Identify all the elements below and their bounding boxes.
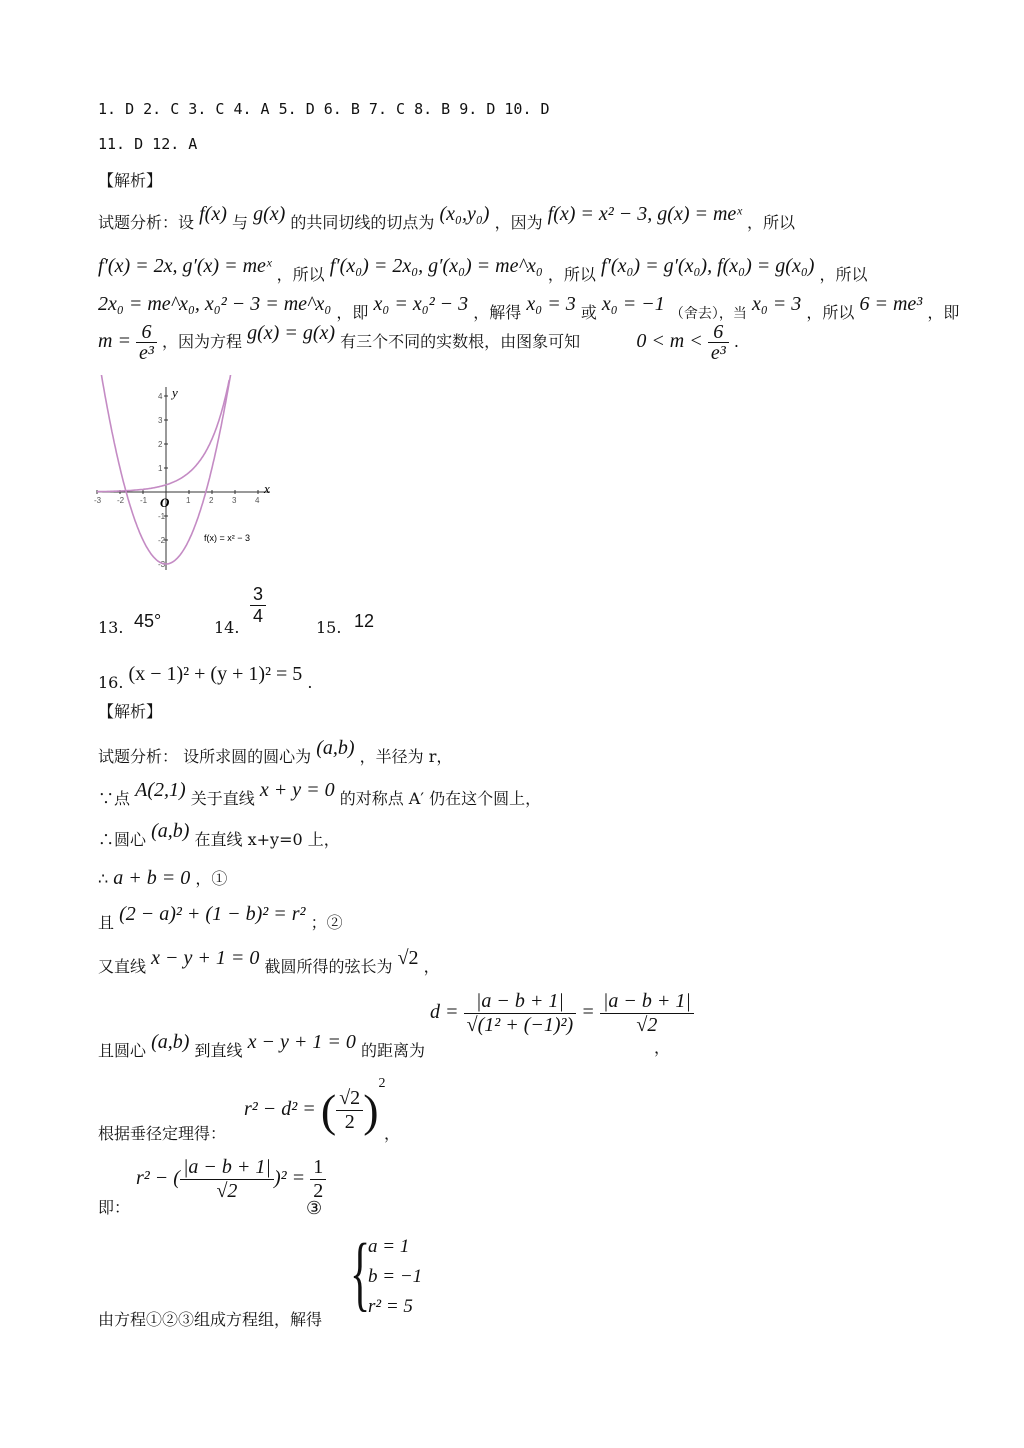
circled-3: ③ — [306, 1198, 323, 1219]
equation-3 — [136, 1156, 326, 1203]
text: ，即 — [336, 303, 369, 322]
formula: (a,b) — [151, 820, 190, 842]
y-tick-label: 3 — [158, 416, 163, 425]
text: 且圆心 — [98, 1041, 147, 1060]
fraction — [310, 1156, 326, 1203]
formula: x + y = 0 — [259, 779, 335, 801]
distance-formula — [430, 990, 694, 1037]
answer-16-line — [98, 663, 313, 692]
answer-16-value: (x − 1)² + (y + 1)² = 5 — [128, 663, 303, 685]
formula: r² − d² = — [244, 1098, 316, 1120]
x-tick-label: -1 — [140, 496, 148, 505]
formula: m = — [98, 330, 131, 352]
formula: x₀ = x₀² − 3 — [373, 293, 469, 315]
formula: f(x) — [199, 203, 227, 225]
text: 关于直线 — [190, 789, 255, 808]
text: ，所以 — [819, 265, 868, 284]
text: 的共同切线的切点为 — [290, 213, 435, 232]
denominator: 2 — [310, 1179, 326, 1203]
fraction — [180, 1156, 274, 1203]
formula: x − y + 1 = 0 — [151, 947, 260, 969]
answer-14-fraction — [250, 584, 266, 627]
answer-14-label: 14. — [214, 618, 240, 637]
formula: x − y + 1 = 0 — [247, 1031, 356, 1053]
analysis-line-3 — [98, 293, 960, 322]
system-row: a = 1 — [368, 1236, 410, 1257]
numerator: |a − b + 1| — [182, 1156, 271, 1178]
text: ∴ — [98, 869, 109, 888]
text: 在直线 x+y=0 上， — [194, 830, 340, 849]
solution-line-7 — [98, 1031, 425, 1060]
text: ，① — [195, 869, 228, 888]
answer-15-label: 15. — [316, 618, 342, 637]
text: ，所以 — [276, 265, 325, 284]
solution-line-8: 根据垂径定理得： — [98, 1124, 227, 1143]
text: ∴圆心 — [98, 830, 147, 849]
numerator: √2 — [339, 1087, 361, 1109]
text: 或 — [580, 303, 597, 322]
x-axis-label: x — [264, 481, 270, 496]
x-tick-label: -3 — [94, 496, 102, 505]
exponential-curve — [97, 380, 229, 492]
formula: x₀ = 3 — [526, 293, 576, 315]
answer-13-label: 13. — [98, 618, 124, 637]
denominator: √(1² + (−1)²) — [464, 1013, 577, 1037]
fraction — [708, 322, 729, 363]
formula: 6 = me³ — [859, 293, 923, 315]
function-graph — [92, 375, 282, 575]
section-label-jiexi-2: 【解析】 — [98, 702, 163, 721]
answers-row-1: 1. D 2. C 3. C 4. A 5. D 6. B 7. C 8. B 9. D 10. D — [98, 100, 550, 118]
text: 试题分析： 设所求圆的圆心为 — [98, 747, 312, 766]
denominator: √2 — [180, 1179, 274, 1203]
numerator: |a − b + 1| — [602, 990, 691, 1012]
y-tick-label: 2 — [158, 440, 163, 449]
origin-label: O — [160, 495, 170, 510]
formula: d = — [430, 1001, 459, 1023]
formula: f(x) = x² − 3, g(x) = meˣ — [547, 203, 742, 225]
numerator: |a − b + 1| — [475, 990, 564, 1012]
text: ， — [423, 957, 440, 976]
analysis-line-2 — [98, 255, 868, 284]
text: ，解得 — [473, 303, 522, 322]
analysis-line-1 — [98, 203, 796, 232]
solution-line-3 — [98, 820, 340, 849]
text: 又直线 — [98, 957, 147, 976]
formula: = — [581, 1001, 595, 1023]
formula: x₀ = 3 — [751, 293, 802, 315]
x-tick-label: 4 — [255, 496, 260, 505]
text: ， — [384, 1124, 401, 1143]
text: ，因为 — [494, 213, 543, 232]
formula: f′(x) = 2x, g′(x) = meˣ — [98, 255, 272, 277]
denominator: 2 — [336, 1110, 363, 1134]
text: 且 — [98, 913, 115, 932]
system-row: b = −1 — [368, 1266, 423, 1287]
text: ，即 — [927, 303, 960, 322]
numerator: 6 — [141, 321, 152, 343]
x-tick-label: 2 — [209, 496, 214, 505]
text: ；② — [310, 913, 343, 932]
x-tick-label: 3 — [232, 496, 237, 505]
text: ∵点 — [98, 789, 131, 808]
text: ，所以 — [747, 213, 796, 232]
text: 到直线 — [194, 1041, 243, 1060]
text: . — [733, 332, 739, 351]
answer-15-value: 12 — [354, 611, 375, 631]
solution-line-9: 即： — [98, 1198, 131, 1217]
text: 试题分析：设 — [98, 213, 195, 232]
solution-system — [368, 1232, 422, 1322]
y-axis-label: y — [172, 385, 178, 400]
y-tick-label: 1 — [158, 464, 163, 473]
text: ，半径为 r， — [359, 747, 453, 766]
y-tick-label: 4 — [158, 392, 163, 401]
formula: 0 < m < — [636, 330, 703, 352]
system-brace: { — [350, 1227, 371, 1320]
formula: f′(x₀) = g′(x₀), f(x₀) = g(x₀) — [600, 255, 815, 277]
formula: (a,b) — [151, 1031, 190, 1053]
solution-line-4 — [98, 868, 227, 888]
y-tick-label: -2 — [158, 536, 166, 545]
text: 的对称点 A′ 仍在这个圆上， — [339, 789, 542, 808]
exponent: 2 — [378, 1076, 386, 1091]
solution-line-1 — [98, 737, 453, 766]
formula: g(x) — [253, 203, 286, 225]
numerator: 1 — [313, 1156, 324, 1178]
solution-line-10: 由方程①②③组成方程组，解得 — [98, 1310, 323, 1329]
solution-line-5 — [98, 903, 343, 932]
chord-formula: r² − d² = ( $\frac{√2}{2}$ )2 — [244, 1076, 386, 1136]
x-tick-label: 1 — [186, 496, 191, 505]
y-tick-label: -1 — [158, 512, 166, 521]
denominator: 4 — [250, 605, 266, 627]
numerator: 3 — [253, 584, 264, 604]
fraction — [464, 990, 577, 1037]
text: 截圆所得的弦长为 — [264, 957, 393, 976]
formula: a + b = 0 — [113, 867, 191, 889]
formula: (x₀,y₀) — [439, 203, 490, 225]
formula: (a,b) — [316, 737, 355, 759]
section-label-jiexi: 【解析】 — [98, 171, 163, 190]
formula: )² = — [273, 1167, 306, 1189]
text: （舍去），当 — [669, 306, 747, 322]
fraction — [136, 322, 157, 363]
denominator: e³ — [708, 342, 729, 363]
text: ，所以 — [547, 265, 596, 284]
function-label: f(x) = x² − 3 — [204, 533, 251, 543]
denominator: √2 — [600, 1013, 694, 1037]
solution-line-6 — [98, 947, 440, 976]
x-tick-label: -2 — [117, 496, 125, 505]
text: . — [307, 673, 313, 692]
text: 有三个不同的实数根，由图象可知 — [340, 332, 581, 351]
formula: 2x₀ = me^x₀, x₀² − 3 = me^x₀ — [98, 293, 332, 315]
solution-line-2 — [98, 779, 542, 808]
numerator: 6 — [713, 321, 724, 343]
text: 的距离为 — [360, 1041, 425, 1060]
answer-16-label: 16. — [98, 673, 124, 692]
text: ，所以 — [806, 303, 855, 322]
fraction — [600, 990, 694, 1037]
formula: A(2,1) — [135, 779, 186, 801]
denominator: e³ — [136, 342, 157, 363]
answer-13-value: 45° — [134, 611, 162, 631]
y-tick-label: -3 — [158, 560, 166, 569]
text: 与 — [231, 213, 248, 232]
system-row: r² = 5 — [368, 1296, 413, 1317]
formula: g(x) = g(x) — [247, 322, 336, 344]
answers-row-2: 11. D 12. A — [98, 135, 198, 153]
formula: √2 — [397, 947, 419, 969]
text: ，因为方程 — [162, 332, 243, 351]
formula: x₀ = −1 — [601, 293, 665, 315]
text: ， — [654, 1038, 671, 1057]
fraction — [336, 1087, 363, 1134]
formula: f′(x₀) = 2x₀, g′(x₀) = me^x₀ — [329, 255, 543, 277]
analysis-line-4 — [98, 322, 739, 363]
formula: r² − ( — [136, 1167, 180, 1189]
formula: (2 − a)² + (1 − b)² = r² — [119, 903, 306, 925]
